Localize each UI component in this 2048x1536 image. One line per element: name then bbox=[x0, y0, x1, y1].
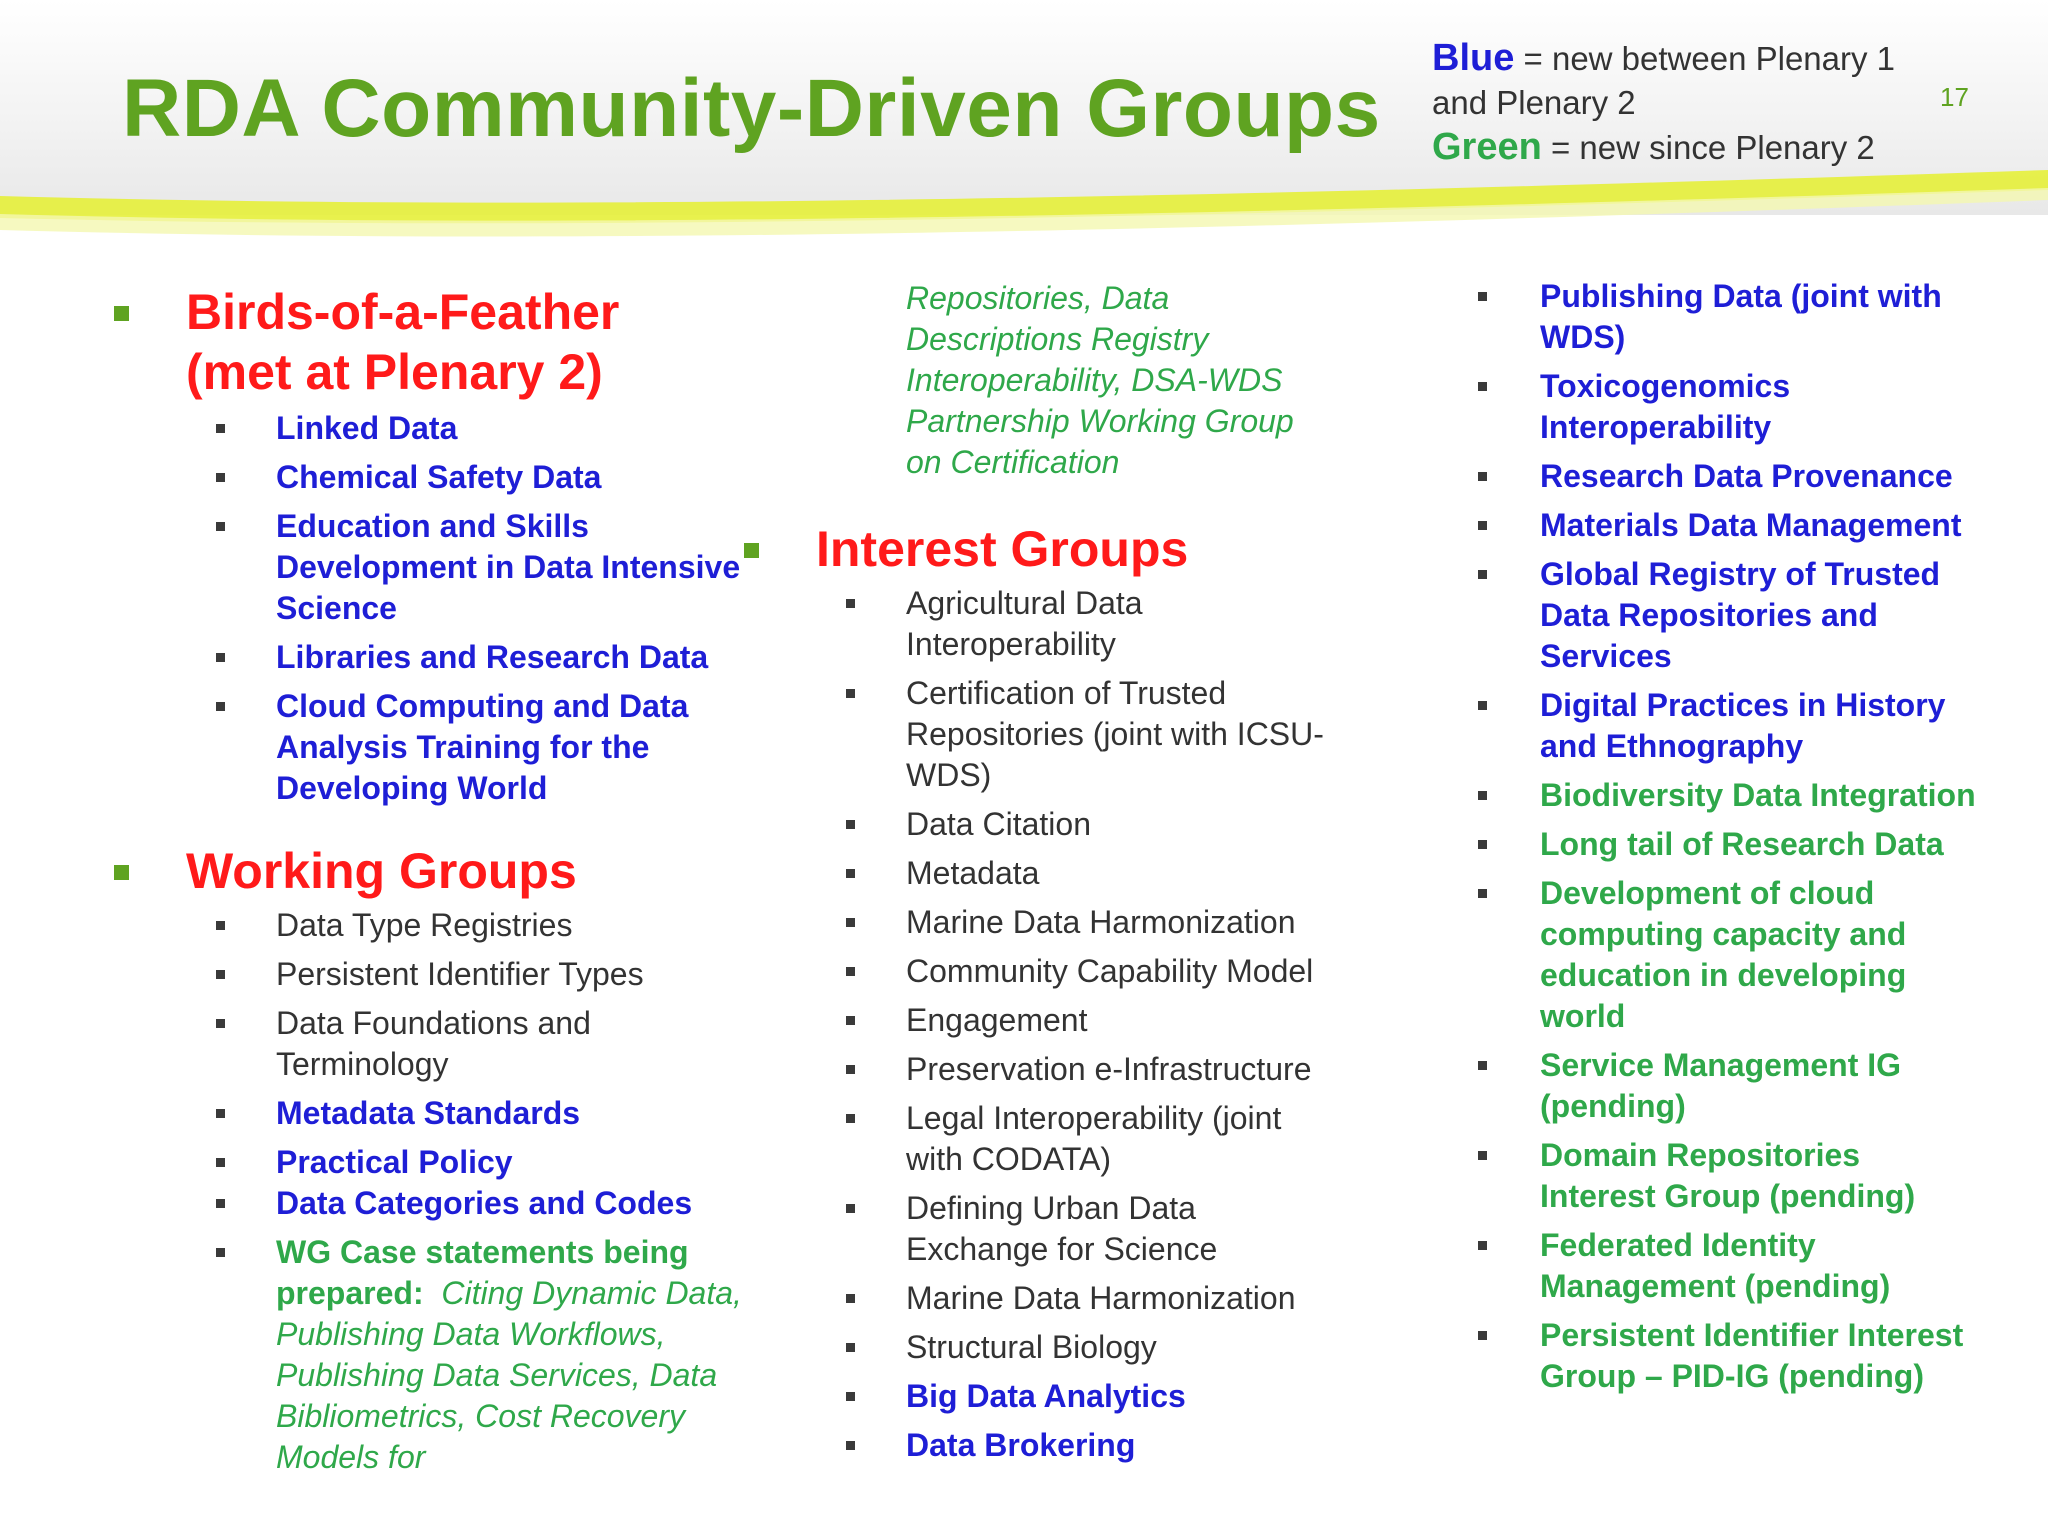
list-item: Defining Urban Data Exchange for Science bbox=[740, 1188, 1326, 1270]
square-bullet-icon bbox=[1478, 472, 1487, 481]
square-bullet-icon bbox=[1478, 1151, 1487, 1160]
list-item: Digital Practices in History and Ethnography bbox=[1470, 685, 1980, 767]
case-list: Citing Dynamic Data, Publishing Data Workflows, Publishing Data Services, Data Bibliometrics, Cost Recovery Models for bbox=[276, 1275, 742, 1475]
square-bullet-icon bbox=[1478, 292, 1487, 301]
list-item: Certification of Trusted Repositories (joint with ICSU-WDS) bbox=[740, 673, 1366, 796]
list-item: Long tail of Research Data bbox=[1470, 824, 2030, 865]
square-bullet-icon bbox=[1478, 382, 1487, 391]
square-bullet-icon bbox=[216, 424, 225, 433]
list-item: Structural Biology bbox=[740, 1327, 1380, 1368]
yellow-swoosh-decoration bbox=[0, 160, 2048, 260]
list-item: Marine Data Harmonization bbox=[740, 902, 1380, 943]
square-bullet-icon bbox=[846, 1016, 855, 1025]
list-item: Metadata bbox=[740, 853, 1380, 894]
slide-title: RDA Community-Driven Groups bbox=[122, 63, 1381, 154]
square-bullet-icon bbox=[216, 702, 225, 711]
legend-green-text: = new since Plenary 2 bbox=[1541, 129, 1875, 166]
case-list-continued: Repositories, Data Descriptions Registry Interoperability, DSA-WDS Partnership Working Group on Certification bbox=[906, 280, 1294, 480]
list-item: Federated Identity Management (pending) bbox=[1470, 1225, 1980, 1307]
square-bullet-icon bbox=[846, 1065, 855, 1074]
legend-green-key: Green bbox=[1432, 126, 1542, 168]
list-item: Development of cloud computing capacity and education in developing world bbox=[1470, 873, 1940, 1037]
square-bullet-icon bbox=[216, 1199, 225, 1208]
bof-heading-line1: Birds-of-a-Feather bbox=[186, 284, 620, 340]
square-bullet-icon bbox=[216, 473, 225, 482]
square-bullet-icon bbox=[1478, 1331, 1487, 1340]
case-lead: WG Case statements being prepared: bbox=[276, 1234, 689, 1311]
list-item: Persistent Identifier Interest Group – PID-IG (pending) bbox=[1470, 1315, 2020, 1397]
list-item: Legal Interoperability (joint with CODATA) bbox=[740, 1098, 1326, 1180]
square-bullet-icon bbox=[1478, 1061, 1487, 1070]
square-bullet-icon bbox=[846, 1204, 855, 1213]
column-left bbox=[110, 282, 750, 1486]
list-item: Chemical Safety Data bbox=[110, 457, 750, 498]
list-item: Research Data Provenance bbox=[1470, 456, 2030, 497]
list-item: Materials Data Management bbox=[1470, 505, 2030, 546]
square-bullet-icon bbox=[114, 865, 129, 880]
column-middle bbox=[740, 278, 1380, 1474]
square-bullet-icon bbox=[846, 869, 855, 878]
square-bullet-icon bbox=[846, 1343, 855, 1352]
list-item: Cloud Computing and Data Analysis Training for the Developing World bbox=[110, 686, 750, 809]
list-item: Big Data Analytics bbox=[740, 1376, 1380, 1417]
column-right bbox=[1470, 276, 2030, 1405]
list-item: Biodiversity Data Integration bbox=[1470, 775, 2030, 816]
square-bullet-icon bbox=[846, 1441, 855, 1450]
slide-number: 17 bbox=[1940, 82, 1969, 112]
square-bullet-icon bbox=[216, 1158, 225, 1167]
square-bullet-icon bbox=[114, 306, 129, 321]
list-item: Toxicogenomics Interoperability bbox=[1470, 366, 1970, 448]
list-item: Data Citation bbox=[740, 804, 1380, 845]
square-bullet-icon bbox=[1478, 889, 1487, 898]
list-item: Publishing Data (joint with WDS) bbox=[1470, 276, 1970, 358]
square-bullet-icon bbox=[846, 1114, 855, 1123]
list-item: Data Foundations and Terminology bbox=[110, 1003, 750, 1085]
square-bullet-icon bbox=[216, 970, 225, 979]
ig-heading: Interest Groups bbox=[816, 521, 1189, 577]
square-bullet-icon bbox=[216, 921, 225, 930]
section-birds-of-a-feather bbox=[110, 282, 750, 402]
list-item: Libraries and Research Data bbox=[110, 637, 750, 678]
square-bullet-icon bbox=[216, 1248, 225, 1257]
square-bullet-icon bbox=[846, 1294, 855, 1303]
list-item: Metadata Standards bbox=[110, 1093, 750, 1134]
list-item: Engagement bbox=[740, 1000, 1380, 1041]
legend-blue-text: = new between Plenary 1 and Plenary 2 bbox=[1432, 40, 1896, 121]
list-item: Practical Policy bbox=[110, 1142, 750, 1183]
square-bullet-icon bbox=[846, 820, 855, 829]
square-bullet-icon bbox=[1478, 521, 1487, 530]
section-working-groups bbox=[110, 841, 750, 901]
list-item: Agricultural Data Interoperability bbox=[740, 583, 1206, 665]
square-bullet-icon bbox=[1478, 791, 1487, 800]
list-item: Community Capability Model bbox=[740, 951, 1380, 992]
list-item: Education and Skills Development in Data Intensive Science bbox=[110, 506, 750, 629]
list-item: Preservation e-Infrastructure bbox=[740, 1049, 1380, 1090]
list-item: Data Type Registries bbox=[110, 905, 750, 946]
square-bullet-icon bbox=[1478, 570, 1487, 579]
square-bullet-icon bbox=[1478, 701, 1487, 710]
legend-blue-key: Blue bbox=[1432, 37, 1515, 79]
square-bullet-icon bbox=[846, 689, 855, 698]
square-bullet-icon bbox=[216, 522, 225, 531]
color-legend bbox=[1432, 36, 1932, 170]
list-item: Domain Repositories Interest Group (pending) bbox=[1470, 1135, 1980, 1217]
square-bullet-icon bbox=[1478, 840, 1487, 849]
square-bullet-icon bbox=[846, 1392, 855, 1401]
list-item: Service Management IG (pending) bbox=[1470, 1045, 1980, 1127]
square-bullet-icon bbox=[744, 543, 759, 558]
list-item: Marine Data Harmonization bbox=[740, 1278, 1380, 1319]
list-item: Global Registry of Trusted Data Repositories and Services bbox=[1470, 554, 1980, 677]
square-bullet-icon bbox=[216, 1019, 225, 1028]
list-item-case-statements bbox=[110, 1232, 750, 1478]
square-bullet-icon bbox=[846, 599, 855, 608]
square-bullet-icon bbox=[216, 1109, 225, 1118]
bof-heading-line2: (met at Plenary 2) bbox=[186, 344, 603, 400]
list-item: Data Brokering bbox=[740, 1425, 1380, 1466]
square-bullet-icon bbox=[216, 653, 225, 662]
section-interest-groups bbox=[740, 519, 1380, 579]
list-item: Linked Data bbox=[110, 408, 750, 449]
wg-heading: Working Groups bbox=[186, 843, 577, 899]
list-item: Data Categories and Codes bbox=[110, 1183, 750, 1224]
square-bullet-icon bbox=[846, 918, 855, 927]
square-bullet-icon bbox=[846, 967, 855, 976]
square-bullet-icon bbox=[1478, 1241, 1487, 1250]
list-item: Persistent Identifier Types bbox=[110, 954, 750, 995]
